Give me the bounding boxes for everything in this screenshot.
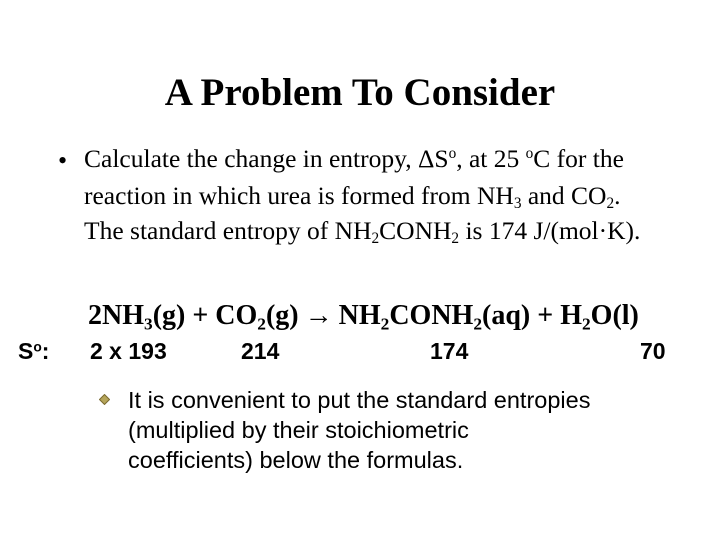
bullet-line-2: reaction in which urea is formed from $NH_3$ and $CO_2$. bbox=[84, 181, 621, 212]
entropy-label: $S^o$: bbox=[18, 338, 50, 364]
bullet-line-1: Calculate the change in entropy, $\Delta S^o$, at 25 $^o$C for the bbox=[84, 144, 624, 173]
entropy-value-co2: 214 bbox=[241, 338, 280, 364]
note-text: It is convenient to put the standard entropies (multiplied by their stoichiometric coefficients) below the formulas. bbox=[128, 387, 591, 473]
note-bullet-icon bbox=[99, 394, 110, 405]
bullet-marker: • bbox=[58, 146, 68, 175]
delta-symbol: Δ bbox=[417, 144, 435, 173]
reaction-arrow: → bbox=[304, 300, 333, 331]
slide-title: A Problem To Consider bbox=[164, 71, 556, 114]
reaction-equation: $2NH_3(g) + CO_2(g)$ → $NH_2CONH_2(aq) + H_2O(l)$ bbox=[88, 300, 639, 334]
entropy-value-urea: 174 bbox=[430, 338, 469, 364]
entropy-value-h2o: 70 bbox=[640, 338, 666, 364]
entropy-value-nh3: 2 x 193 bbox=[90, 338, 167, 364]
bullet-line-3: The standard entropy of $NH_2CONH_2$ is 174 J/(mol·K). bbox=[84, 216, 641, 247]
